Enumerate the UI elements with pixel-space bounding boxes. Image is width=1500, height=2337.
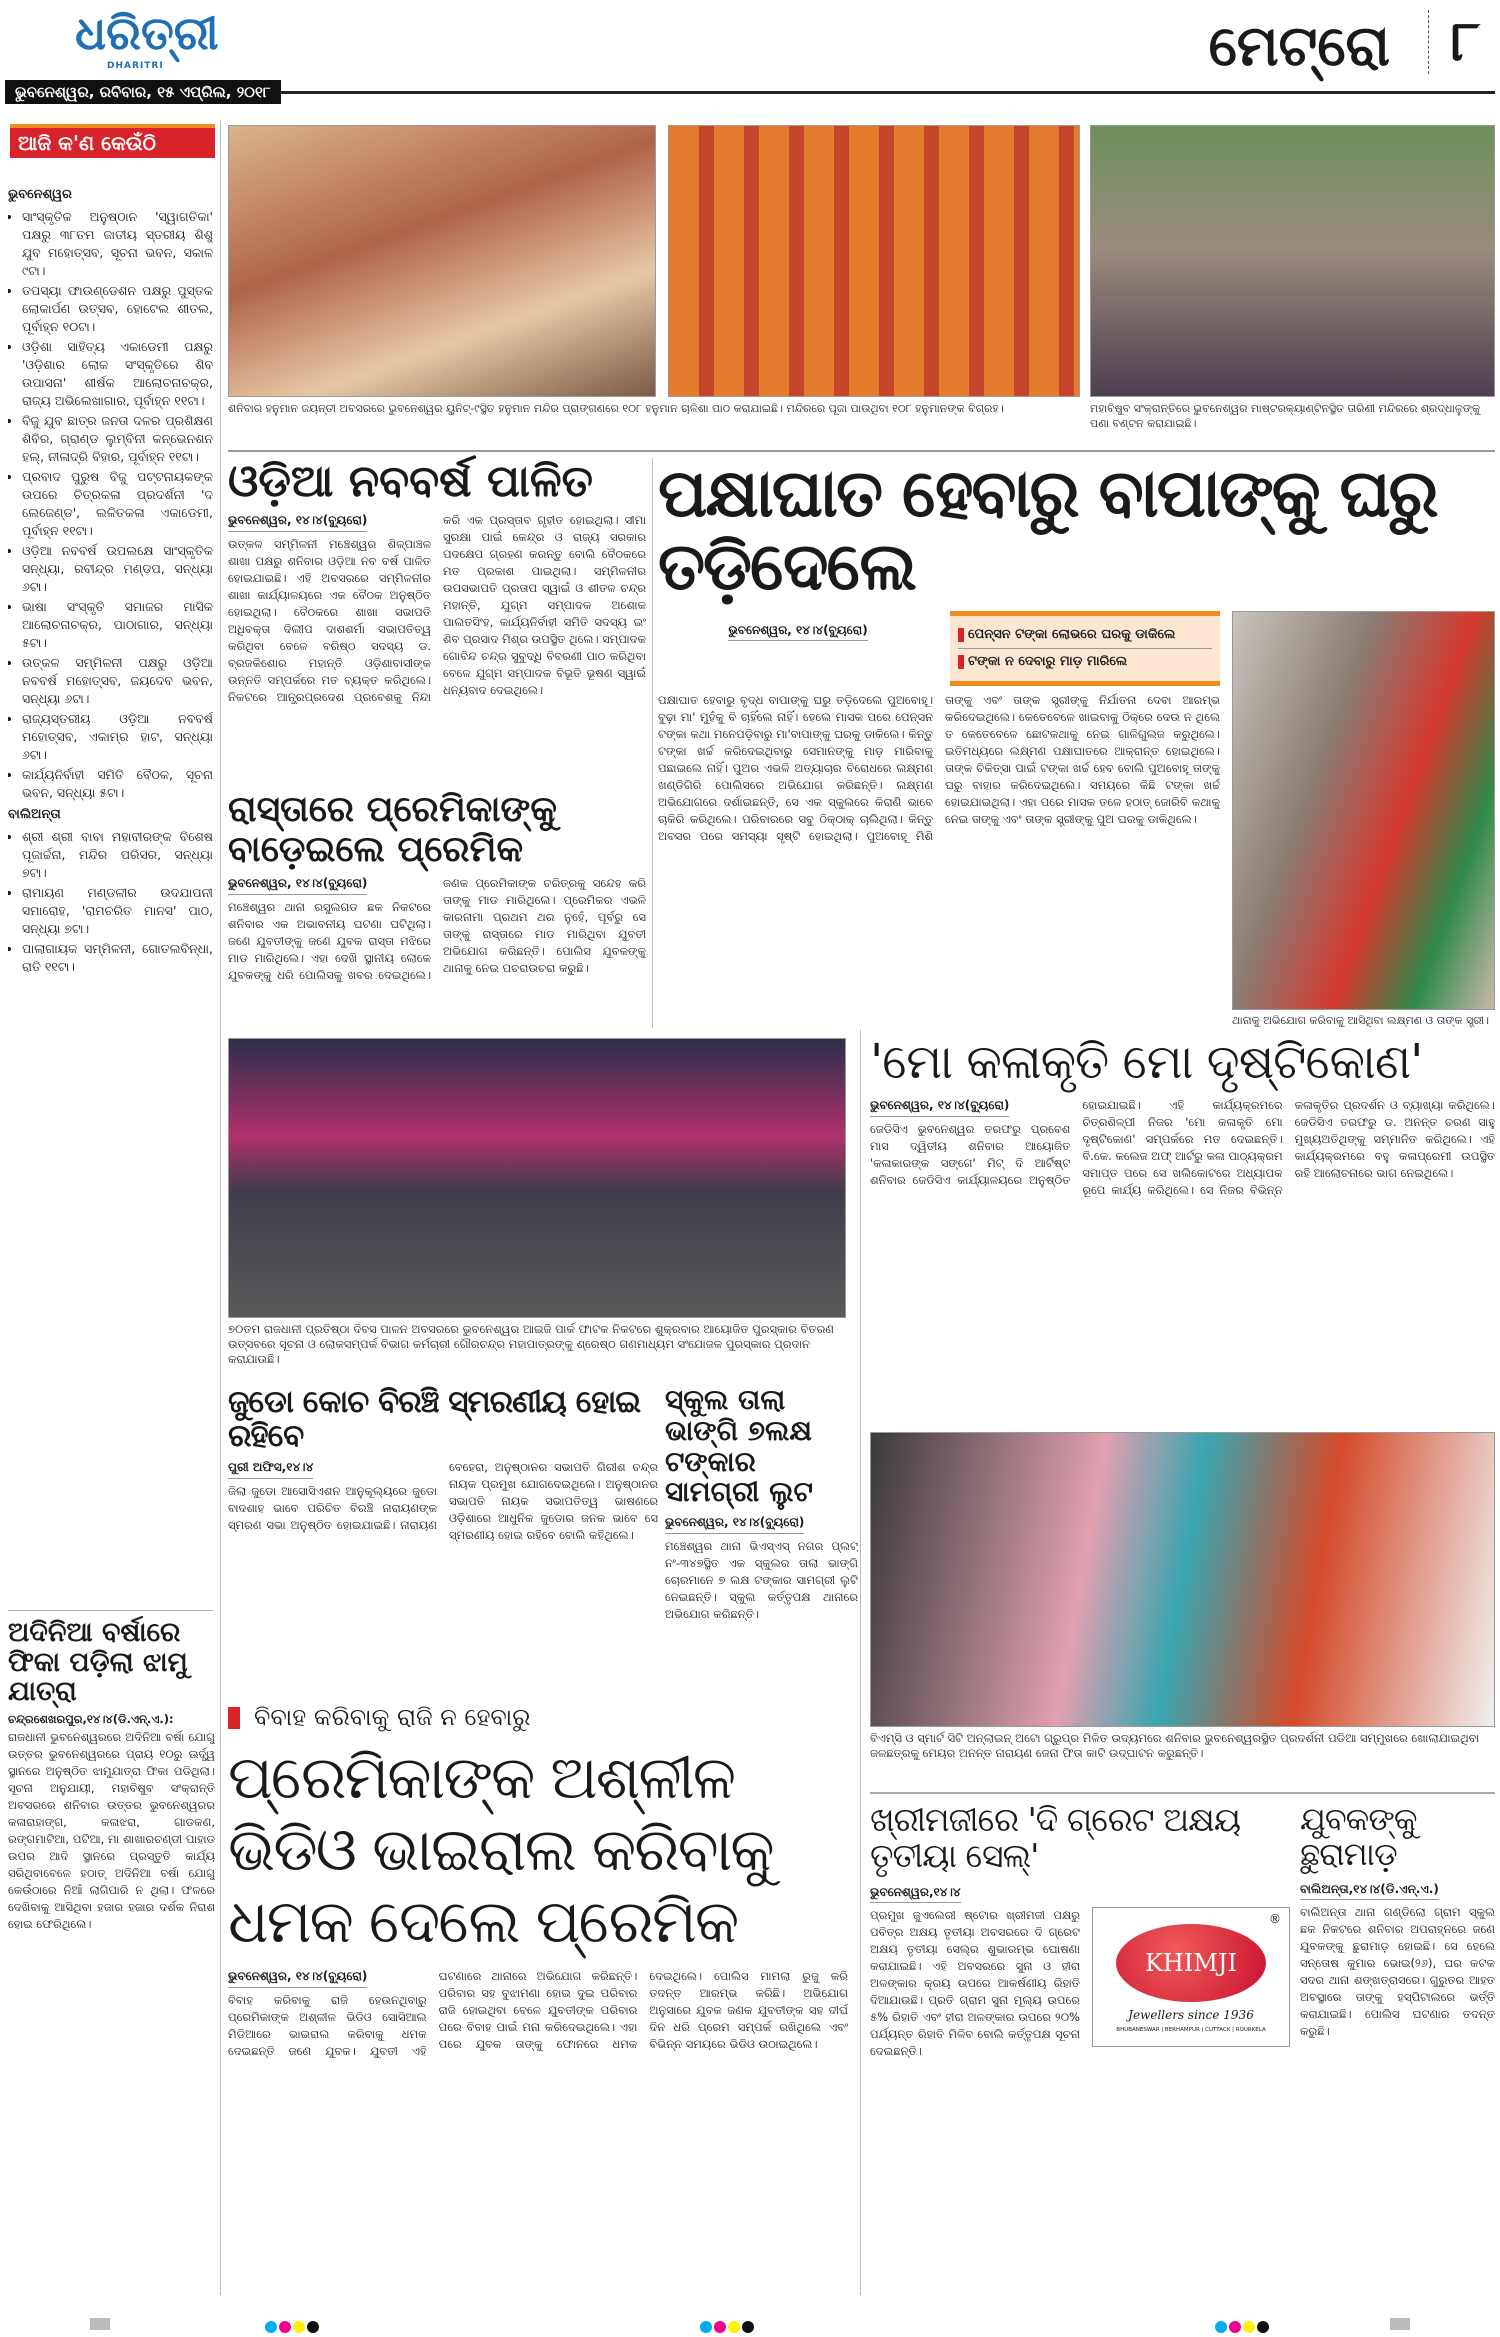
body-khimji: ପ୍ରମୁଖ ଜୁଏଲେରୀ ଷ୍ଟୋର ଖ୍ରୀମଜୀ ପକ୍ଷରୁ ପବିତ୍ର ଅକ୍ଷୟ ତୃତୀୟା ଅବସରରେ ଦି ଗ୍ରେଟ ଅକ୍ଷୟ ତୃତୀୟା ସେଲ୍‌ର ଶୁଭାରମ୍ଭ ଘୋଷଣା କରାଯାଇଛି। ଏହି ଅବସରରେ ସୁନା ଓ ହୀରା ଅଳଙ୍କାର କ୍ରୟ ଉପରେ ଆକର୍ଷଣୀୟ ରିହାତି ଦିଆଯାଉଛି। ପ୍ରତି ଗ୍ରାମ ସୁନା ମୂଲ୍ୟ ଉପରେ ୫% ରିହାତି ଏବଂ ହୀରା ଅଳଙ୍କାର ଉପରେ ୨୦% ପର୍ଯ୍ୟନ୍ତ ରିହାତି ମିଳିବ ବୋଲି କର୍ତ୍ତୃପକ୍ଷ ସୂଚନା ଦେଇଛନ୍ତି। — [870, 1907, 1080, 2058]
registered-mark: ® — [1269, 1911, 1281, 1926]
whats-on-title: ଆଜି କ'ଣ କେଉଁଠି — [10, 124, 215, 158]
body-text: ଉତ୍କଳ ସମ୍ମିଳନୀ ମଞ୍ଚେଶ୍ୱର ଶିଳ୍ପାଞ୍ଚଳ ଶାଖା ପକ୍ଷରୁ ଶନିବାର ଓଡ଼ିଆ ନବ ବର୍ଷ ପାଳିତ ହୋଇଯାଇଛି। ଏହି ଅବସରରେ ସମ୍ମିଳନୀର ଶାଖା କାର୍ଯ୍ୟାଳୟରେ ଏକ ବୈଠକ ଅନୁଷ୍ଠିତ ହୋଇଥିଲା। ବୈଠକରେ ଶାଖା ସଭାପତି ଅଧିବକ୍ତା ଦିଲୀପ ଦାଶଶର୍ମା ସଭାପତିତ୍ୱ କରିଥିବା ବେଳେ ବରିଷ୍ଠ ସଦସ୍ୟ ଡ. ବ୍ରଜକିଶୋର ମହାନ୍ତି ଓଡ଼ିଶାବାସୀଙ୍କ ଉନ୍ନତି ସମ୍ପର୍କରେ ମତ ବ୍ୟକ୍ତ କରିଥିଲେ। ନିକଟରେ ଆନ୍ଧ୍ରପ୍ରଦେଶ ପ୍ରବେଶକୁ ନିନ୍ଦା କରି ଏକ ପ୍ରସ୍ତାବ ଗୃହୀତ ହୋଇଥିଲା। ସୀମା ସୁରକ୍ଷା ପାଇଁ କେନ୍ଦ୍ର ଓ ରାଜ୍ୟ ସରକାର ପଦକ୍ଷେପ ଗ୍ରହଣ କରନ୍ତୁ ବୋଲି ବୈଠକରେ ମତ ପ୍ରକାଶ ପାଇଥିଲା। ସମ୍ମିଳନୀର ଉପସଭାପତି ପ୍ରତାପ ସ୍ୱାଇଁ ଓ ଶୀତଳ ଚନ୍ଦ୍ର ମହାନ୍ତି, ଯୁଗ୍ମ ସମ୍ପାଦକ ଅଶୋକ ପାଲତସିଂହ, କାର୍ଯ୍ୟନିର୍ବାହୀ ସମିତି ସଦସ୍ୟ ଇଂ ଶିବ ପ୍ରସାଦ ମିଶ୍ର ଉପସ୍ଥିତ ଥିଲେ। ସମ୍ପାଦକ ଗୋବିନ୍ଦ ଚନ୍ଦ୍ର ସୁବୁଦ୍ଧି ବିବରଣୀ ପାଠ କରିଥିବା ବେଳେ ଯୁଗ୍ମ ସମ୍ପାଦକ ବିଭୂତି ଭୂଷଣ ସ୍ୱାଇଁ ଧନ୍ୟବାଦ ଦେଇଥିଲେ। — [228, 513, 646, 705]
body-judo: ପୁରୀ ଅଫିସ,୧୪।୪ ଜିଲା ଜୁଡୋ ଆସୋସିଏଶନ ଆନୁକୂଲ୍ୟରେ ଜୁଡୋ ବାଦଶାହ ଭାବେ ପରିଚିତ ବିରଞ୍ଚି ନାରାୟଣଙ୍କ ସ୍ମରଣ ସଭା ଅନୁଷ୍ଠିତ ହୋଇଯାଇଛି। ନାରାୟଣ ବେହେରା, ଅନୁଷ୍ଠାନର ସଭାପତି ଗିରୀଶ ଚନ୍ଦ୍ର ନାୟକ ପ୍ରମୁଖ ଯୋଗଦେଇଥିଲେ। ଅନୁଷ୍ଠାନର ସଭାପତି ନାୟକ ସଭାପତିତ୍ୱ ଭାଷଣରେ ଓଡ଼ିଶାରେ ଆଧୁନିକ ଜୁଡୋର ଜନକ ଭାବେ ସେ ସ୍ମରଣୀୟ ହୋଇ ରହିବେ ବୋଲି କହିଥିଲେ। — [228, 1460, 658, 1543]
page-number: ୮ — [1428, 10, 1480, 74]
event-item: • ବିଜୁ ଯୁବ ଛାତ୍ର ଜନତା ଦଳର ପ୍ରଶିକ୍ଷଣ ଶିବିର, ଗ୍ରାଣ୍ଡ ଲୁମ୍ବିନୀ କନ୍‌ଭେନଶନ ହଲ୍, ନୀଳାଦ୍ରି ବିହାର, ପୂର୍ବାହ୍ନ ୧୧ଟା। — [22, 412, 213, 466]
kicker-marker — [228, 1707, 240, 1729]
story-video — [228, 1702, 848, 2295]
photo-award-ceremony — [228, 1038, 846, 1318]
kicker-video: ବିବାହ କରିବାକୁ ରାଜି ନ ହେବାରୁ — [228, 1702, 848, 1732]
headline-art: 'ମୋ କଳାକୃତି ମୋ ଦୃଷ୍ଟିକୋଣ' — [870, 1034, 1423, 1090]
caption-award: ୭୦ତମ ରାଜଧାନୀ ପ୍ରତିଷ୍ଠା ଦିବସ ପାଳନ ଅବସରରେ ଭୁବନେଶ୍ୱର ଆଇଜି ପାର୍କ ଫାଟକ ନିକଟରେ ଶୁକ୍ରବାର ଆୟୋଜିତ ପୁରସ୍କାର ବିତରଣ ଉତ୍ସବରେ ସୂଚନା ଓ ଲୋକସମ୍ପର୍କ ବିଭାଗ କର୍ମଚାରୀ ଗୌରଚନ୍ଦ୍ର ମହାପାତ୍ରଙ୍କୁ ଶ୍ରେଷ୍ଠ ଗଣମାଧ୍ୟମ ସଂଯୋଜକ ପୁରସ୍କାର ପ୍ରଦାନ କରାଯାଉଛି। — [228, 1322, 834, 1366]
column-rule — [860, 1030, 861, 2295]
color-registration-marks — [1215, 2318, 1271, 2337]
column-rule — [652, 458, 653, 1028]
headline-beating: ରାସ୍ତାରେ ପ୍ରେମିକାଙ୍କୁ ବାଡ଼େଇଲେ ପ୍ରେମିକ — [228, 789, 557, 870]
photo-prayer-gathering — [228, 125, 656, 397]
body-art: ଭୁବନେଶ୍ୱର, ୧୪।୪(ବ୍ୟୁରୋ) ଜେଡିସିଏ ଭୁବନେଶ୍ୱର ତରଫରୁ ପ୍ରବେଶ ମାସ ଦ୍ୱିତୀୟ ଶନିବାର ଆୟୋଜିତ 'କଳାକାରଙ୍କ ସଙ୍ଗେ' ମିଟ୍ ଦି ଆର୍ଟିଷ୍ଟ ଶନିବାର ଜେଡିସିଏ କାର୍ଯ୍ୟାଳୟରେ ଅନୁଷ୍ଠିତ ହୋଇଯାଇଛି। ଏହି କାର୍ଯ୍ୟକ୍ରମରେ ଚିତ୍ରଶିଳ୍ପୀ ନିଜର 'ମୋ କଳାକୃତି ମୋ ଦୃଷ୍ଟିକୋଣ' ସମ୍ପର୍କରେ ମତ ଦେଇଛନ୍ତି। ବି.କେ. କଲେଜ ଅଫ୍ ଆର୍ଟରୁ କଳା ପାଠ୍ୟକ୍ରମ ସମାପ୍ତ ପରେ ସେ ଖଲିକୋଟରେ ଅଧ୍ୟାପକ ରୂପେ କାର୍ଯ୍ୟ କରିଥିଲେ। ସେ ନିଜର ବିଭିନ୍ନ କଳାକୃତିର ପ୍ରଦର୍ଶନ ଓ ବ୍ୟାଖ୍ୟା କରିଥିଲେ। ଜେଡିସିଏ ତରଫରୁ ଡ. ଅନନ୍ତ ଚରଣ ସାହୁ ମୁଖ୍ୟଅତିଥିଙ୍କୁ ସମ୍ମାନିତ କରିଥିଲେ। ଏହି କାର୍ଯ୍ୟକ୍ରମରେ ବହୁ କଳାପ୍ରେମୀ ଉପସ୍ଥିତ ରହି ଆଲୋଚନାରେ ଭାଗ ନେଇଥିଲେ। — [870, 1097, 1495, 1197]
caption-elderly-couple: ଥାନାକୁ ଅଭିଯୋଗ କରିବାକୁ ଆସିଥିବା ଲକ୍ଷ୍ମଣ ଓ ତାଙ୍କ ସ୍ତ୍ରୀ। — [1232, 1014, 1489, 1027]
body-theft: ଭୁବନେଶ୍ୱର, ୧୪।୪(ବ୍ୟୁରୋ) ମଞ୍ଚେଶ୍ୱର ଥାନା ଭିଏସ୍‌ଏସ୍ ନଗର ପ୍ଲଟ୍ ନଂ-୩୪୭ସ୍ଥିତ ଏକ ସ୍କୁଲର ତାଲା ଭାଙ୍ଗି ଚୋରମାନେ ୭ ଲକ୍ଷ ଟଙ୍କାର ସାମଗ୍ରୀ ଲୁଟି ନେଇଛନ୍ତି। ସ୍କୁଲ କର୍ତ୍ତୃପକ୍ଷ ଥାନାରେ ଅଭିଯୋଗ କରିଛନ୍ତି। — [665, 1515, 858, 1622]
city-label: ଭୁବନେଶ୍ୱର — [8, 187, 72, 202]
masthead-logo — [75, 6, 245, 78]
color-registration-marks — [265, 2318, 321, 2337]
section-title: ମେଟ୍ରୋ — [1208, 14, 1390, 79]
dateline-stab: ବାଲିଅନ୍ତା,୧୪।୪(ଡି.ଏନ୍.ଏ.) — [1300, 1882, 1439, 1900]
photo-elderly-couple — [1232, 611, 1495, 1010]
story-khimji — [870, 1802, 1290, 2295]
caption-top-left: ଶନିବାର ହନୁମାନ ଜୟନ୍ତୀ ଅବସରରେ ଭୁବନେଶ୍ୱର ୟୁନିଟ୍-୯ସ୍ଥିତ ହନୁମାନ ମନ୍ଦିର ପ୍ରାଙ୍ଗଣରେ ୧୦୮ ହନୁମାନ ଚାଳିଶା ପାଠ କରାଯାଇଛି। ମନ୍ଦିରରେ ପୂଜା ପାଉଥିବା ୧୦୮ ହନୁମାନଙ୍କ ବିଗ୍ରହ। — [228, 402, 1004, 415]
body-video: ଭୁବନେଶ୍ୱର, ୧୪।୪(ବ୍ୟୁରୋ) ବିବାହ କରିବାକୁ ରାଜି ହେଉନଥିବାରୁ ପ୍ରେମିକାଙ୍କ ଅଶ୍ଳୀଳ ଭିଡିଓ ସୋସିଆଲ ମିଡିଆରେ ଭାଇରାଲ କରିବାକୁ ଧମକ ଦେଇଛନ୍ତି ଜଣେ ଯୁବକ। ଯୁବତୀ ଏହି ଘଟଣାରେ ଥାନାରେ ଅଭିଯୋଗ କରିଛନ୍ତି। ପରିବାର ସହ ବୁଝାମଣା ହୋଇ ଦୁଇ ପରିବାର ରାଜି ହୋଇଥିବା ବେଳେ ଯୁବତୀଙ୍କ ପରିବାର ପରେ ବିବାହ ପାଇଁ ମନା କରିଦେଇଥିଲେ। ଏହା ପରେ ଯୁବକ ତାଙ୍କୁ ଫୋନରେ ଧମକ ଦେଇଥିଲେ। ପୋଲିସ ମାମଲା ରୁଜୁ କରି ତଦନ୍ତ ଆରମ୍ଭ କରିଛି। ଅଭିଯୋଗ ଅନୁସାରେ ଯୁବକ ଜଣକ ଯୁବତୀଙ୍କ ସହ ଦୀର୍ଘ ଦିନ ଧରି ପ୍ରେମ ସମ୍ପର୍କ ରଖିଥିଲେ ଏବଂ ବିଭିନ୍ନ ସମୟରେ ଭିଡିଓ ଉଠାଇଥିଲେ। — [228, 1969, 848, 2058]
event-item: • ଓଡ଼ିଶା ସାହିତ୍ୟ ଏକାଡେମୀ ପକ୍ଷରୁ 'ଓଡ଼ିଶାର ଲୋକ ସଂସ୍କୃତିରେ ଶିବ ଉପାସନା' ଶୀର୍ଷକ ଆଲୋଚନାଚକ୍ର, ରାଜ୍ୟ ଅଭିଲେଖାଗାର, ପୂର୍ବାହ୍ନ ୧୧ଟା। — [22, 338, 213, 410]
headline-khimji: ଖ୍ରୀମଜୀରେ 'ଦି ଗ୍ରେଟ ଅକ୍ଷୟ ତୃତୀୟା ସେଲ୍' — [870, 1800, 1241, 1876]
whats-on-list — [8, 182, 213, 1602]
event-item: • କାର୍ଯ୍ୟନିର୍ବାହୀ ସମିତି ବୈଠକ, ସୂଚନା ଭବନ, ସନ୍ଧ୍ୟା ୫ଟା। — [22, 766, 213, 802]
dateline-art: ଭୁବନେଶ୍ୱର, ୧୪।୪(ବ୍ୟୁରୋ) — [870, 1097, 1009, 1117]
body-new-year — [228, 512, 646, 783]
dateline-khimji: ଭୁବନେଶ୍ୱର,୧୪।୪ — [870, 1885, 961, 1903]
divider — [228, 450, 1495, 452]
body-rain: ରାଜଧାନୀ ଭୁବନେଶ୍ୱରରେ ଅଦିନିଆ ବର୍ଷା ଯୋଗୁ ଉତ୍ତର ଭୁବନେଶ୍ୱରରେ ପ୍ରାୟ ୧୦ରୁ ଊର୍ଦ୍ଧ୍ୱ ସ୍ଥାନରେ ଅନୁଷ୍ଠିତ ଝାମୁଯାତ୍ରା ଫିକା ପଡିଥିଲା। ସୂଚନା ଅନୁଯାୟୀ, ମହାବିଷୁବ ସଂକ୍ରାନ୍ତି ଅବସରରେ ଶନିବାର ଉତ୍ତର ଭୁବନେଶ୍ୱରର କଳାରାହାଙ୍ଗ, କଳାଝରା, ଗାଡକଣ, ରଙ୍ଗମାଟିଆ, ପଟିଆ, ମା ଶାଖାରଚଣ୍ଡୀ ପାହାଡ ଉପର ଆଦି ସ୍ଥାନରେ ପ୍ରସ୍ତୁତି କାର୍ଯ୍ୟ ସରିଥିବାବେଳେ ହଠାତ୍ ଅଦିନିଆ ବର୍ଷା ଯୋଗୁ କେଉଁଠାରେ ନିଆଁ ଲାଗିପାରି ନ ଥିଲା। ଫଳରେ ଦେଖିବାକୁ ଆସିଥିବା ହଜାର ହଜାର ଦର୍ଶକ ନିରାଶ ହୋଇ ଫେରିଥିଲେ। — [8, 1730, 215, 1932]
dateline-beating: ଭୁବନେଶ୍ୱର, ୧୪।୪(ବ୍ୟୁରୋ) — [228, 875, 367, 895]
dateline-paralysis: ଭୁବନେଶ୍ୱର, ୧୪।୪(ବ୍ୟୁରୋ) — [728, 623, 867, 641]
logo-text: ଧରିତ୍ରୀ — [75, 6, 219, 60]
dateline-video: ଭୁବନେଶ୍ୱର, ୧୪।୪(ବ୍ୟୁରୋ) — [228, 1968, 367, 1988]
body-beating: ଭୁବନେଶ୍ୱର, ୧୪।୪(ବ୍ୟୁରୋ) ମଞ୍ଚେଶ୍ୱର ଥାନା ରସୁଲଗଡ ଛକ ନିକଟରେ ଶନିବାର ଏକ ଅଭାବନୀୟ ଘଟଣା ଘଟିଥିଲା। ଜଣେ ଯୁବତୀଙ୍କୁ ଜଣେ ଯୁବକ ରାସ୍ତା ମଝିରେ ମାଡ ମାରିଥିଲେ। ଏହା ଦେଖି ସ୍ଥାନୀୟ ଲୋକେ ଯୁବକଙ୍କୁ ଧରି ପୋଲିସକୁ ଖବର ଦେଇଥିଲେ। ଜଣକ ପ୍ରେମିକାଙ୍କ ଚରିତ୍ରକୁ ସନ୍ଦେହ କରି ତାଙ୍କୁ ମାଡ ମାରିଥିଲେ। ପ୍ରେମିକର ଏଭଳି କାରନାମା ପ୍ରଥମ ଥର ନୁହେଁ, ପୂର୍ବରୁ ସେ ତାଙ୍କୁ ରାସ୍ତାରେ ମାଡ ମାରିଥିବା ଯୁବତୀ ଅଭିଯୋଗ କରିଛନ୍ତି। ପୋଲିସ ଯୁବକଙ୍କୁ ଥାନାକୁ ନେଇ ପଚରାଉଚରା କରୁଛି। — [228, 876, 646, 983]
headline-video: ପ୍ରେମିକାଙ୍କ ଅଶ୍ଳୀଳ ଭିଡିଓ ଭାଇରାଲ କରିବାକୁ ଧମକ ଦେଲେ ପ୍ରେମିକ — [228, 1743, 773, 1957]
story-beating — [228, 790, 646, 1028]
story-theft — [665, 1385, 858, 1695]
highlight-item: ପେନ୍‌ସନ ଟଙ୍କା ଲୋଭରେ ଘରକୁ ଡାକିଲେ — [958, 626, 1212, 644]
event-item: • ଉତ୍କଳ ସମ୍ମିଳନୀ ପକ୍ଷରୁ ଓଡ଼ିଆ ନବବର୍ଷ ମହୋତ୍ସବ, ଜୟଦେବ ଭବନ, ସନ୍ଧ୍ୟା ୬ଟା। — [22, 654, 213, 708]
divider — [8, 1610, 213, 1611]
event-item: • ରାଜ୍ୟସ୍ତରୀୟ ଓଡ଼ିଆ ନବବର୍ଷ ମହୋତ୍ସବ, ଏକାମ୍ର ହାଟ, ସନ୍ଧ୍ୟା ୬ଟା। — [22, 710, 213, 764]
color-registration-marks — [700, 2318, 756, 2337]
headline-stab: ଯୁବକଙ୍କୁ ଛୁରାମାଡ଼ — [1300, 1800, 1417, 1874]
event-item: • ଭାଷା ସଂସ୍କୃତି ସମାଜର ମାସିକ ଆଲୋଚନାଚକ୍ର, ପାଠାଗାର, ସନ୍ଧ୍ୟା ୫ଟା। — [22, 598, 213, 652]
event-item: • ରାମାୟଣ ମଣ୍ଡଳୀର ଉଦଯାପନୀ ସମାରୋହ, 'ରାମଚରିତ ମାନସ' ପାଠ, ସନ୍ଧ୍ୟା ୭ଟା। — [22, 884, 213, 938]
story-art — [870, 1036, 1495, 1424]
dateline-judo: ପୁରୀ ଅଫିସ,୧୪।୪ — [228, 1459, 313, 1479]
story-judo — [228, 1385, 658, 1695]
event-item: • ପାଲାଗାୟକ ସମ୍ମିଳନୀ, ଗୋତଲବିନ୍ଧା, ରାତି ୧୧ଟା। — [22, 940, 213, 976]
event-item: • ପ୍ରବାଦ ପୁରୁଷ ବିଜୁ ପଟ୍ଟନାୟକଙ୍କ ଉପରେ ଚିତ୍ରକଳା ପ୍ରଦର୍ଶନୀ 'ଦ ଲେଜେଣ୍ଡ', ଲଳିତକଳା ଏକାଡେମୀ, ପୂର୍ବାହ୍ନ ୧୧ଟା। — [22, 468, 213, 540]
story-new-year — [228, 458, 646, 783]
caption-top-right: ମହାବିଷୁବ ସଂକ୍ରାନ୍ତିରେ ଭୁବନେଶ୍ୱର ମାଷ୍ଟରକ୍ୟାଣ୍ଟିନସ୍ଥିତ ତାରିଣୀ ମନ୍ଦିରରେ ଶ୍ରଦ୍ଧାଳୁଙ୍କୁ ପଣା ବଣ୍ଟନ କରାଯାଇଛି। — [1090, 402, 1481, 430]
dateline-new-year: ଭୁବନେଶ୍ୱର, ୧୪।୪(ବ୍ୟୁରୋ) — [228, 512, 367, 532]
khimji-ad — [1092, 1907, 1290, 2047]
event-item: • ତପସ୍ୟା ଫାଉଣ୍ଡେଶନ ପକ୍ଷରୁ ପୁସ୍ତକ ଲୋକାର୍ପଣ ଉତ୍ସବ, ହୋଟେଲ ଶୀତଲ, ପୂର୍ବାହ୍ନ ୧୦ଟା। — [22, 282, 213, 336]
story-highlights — [950, 611, 1220, 686]
event-item: • ଓଡ଼ିଆ ନବବର୍ଷ ଉପଲକ୍ଷେ ସାଂସ୍କୃତିକ ସନ୍ଧ୍ୟା, ରବୀନ୍ଦ୍ର ମଣ୍ଡପ, ସନ୍ଧ୍ୟା ୬ଟା। — [22, 542, 213, 596]
dateline-theft: ଭୁବନେଶ୍ୱର, ୧୪।୪(ବ୍ୟୁରୋ) — [665, 1514, 804, 1534]
dateline-rain: ଚନ୍ଦ୍ରଶେଖରପୁର,୧୪।୪(ଡି.ଏନ୍.ଏ.): — [8, 1712, 174, 1727]
photo-hanuman-idols — [668, 125, 1080, 397]
story-stab — [1300, 1802, 1495, 2295]
story-rain — [8, 1618, 215, 2293]
highlight-item: ଟଙ୍କା ନ ଦେବାରୁ ମାଡ଼ ମାରିଲେ — [958, 648, 1212, 671]
dateline: ଭୁବନେଶ୍ୱର, ରବିବାର, ୧୫ ଏପ୍ରିଲ, ୨୦୧୮ — [5, 80, 281, 104]
headline-rain: ଅଦିନିଆ ବର୍ଷାରେ ଫିକା ପଡ଼ିଲା ଝାମୁ ଯାତ୍ରା — [8, 1617, 188, 1708]
body-stab: ବାଲିଅନ୍ତା ଥାନା ଗଣ୍ଡିଲୋ ଗ୍ରାମ ସ୍କୁଲ ଛକ ନିକଟରେ ଶନିବାର ଅପରାହ୍ନରେ ଜଣେ ଯୁବକଙ୍କୁ ଛୁରାମାଡ଼ ହୋଇଛି। ସେ ହେଲେ ସନ୍ତୋଷ କୁମାର ଭୋଇ(୨୬), ଘର କଟକ ସଦର ଥାନା ଶଙ୍ଖତ୍ରାସରେ। ଗୁରୁତର ଆହତ ଅବସ୍ଥାରେ ତାଙ୍କୁ ହସ୍ପିଟାଲରେ ଭର୍ତ୍ତି କରାଯାଇଛି। ପୋଲିସ ଘଟଣାର ତଦନ୍ତ କରୁଛି। — [1300, 1905, 1495, 2039]
event-item: • ଶ୍ରୀ ଶ୍ରୀ ବାବା ମହାବୀରଙ୍କ ବିଶେଷ ପୂଜାର୍ଚ୍ଚନା, ମନ୍ଦିର ପରିସର, ସନ୍ଧ୍ୟା ୭ଟା। — [22, 828, 213, 882]
body-paralysis: ପକ୍ଷାଘାତ ହେବାରୁ ବୃଦ୍ଧ ବାପାଙ୍କୁ ଘରୁ ତଡ଼ିଦେଲେ ପୁଅବୋହୂ। ବୁଢ଼ା ମା' ମୁହଁକୁ ବି ଚାହିଁଲେ ନାହିଁ। ହେଲେ ମାସକ ପରେ ପେନ୍‌ସନ ଟଙ୍କା କଥା ମନେପଡ଼ିବାରୁ ମା'ବାପାଙ୍କୁ ଘରକୁ ଡାକିଲେ। କିନ୍ତୁ ଟଙ୍କା ଖର୍ଚ୍ଚ କରିଦେଇଥିବାରୁ ସେମାନଙ୍କୁ ମାଡ଼ ମାରିବାକୁ ପଛାଇଲେ ନାହିଁ। ପୁଅର ଏଭଳି ଅତ୍ୟାଚାର ବିରୋଧରେ ଲକ୍ଷ୍ମଣ ଖଣ୍ଡିଗିରି ପୋଲିସରେ ଅଭିଯୋଗ କରିଛନ୍ତି। ଲକ୍ଷ୍ମଣ ଅଭିଯୋଗରେ ଦର୍ଶାଇଛନ୍ତି, ସେ ଏକ ସ୍କୁଲରେ କିରାଣି ଭାବେ ଚାକିରି କରିଥିଲେ। ପରିବାରରେ ସବୁ ଠିକ୍‌ଠାକ୍ ଚାଲିଥିଲା। କିନ୍ତୁ ଅବସର ପରେ ସମସ୍ୟା ସୃଷ୍ଟି ହୋଇଥିଲା। ପୁଅବୋହୂ ମିଶି ତାଙ୍କୁ ଏବଂ ତାଙ୍କ ସ୍ତ୍ରୀଙ୍କୁ ନିର୍ଯାତନା ଦେବା ଆରମ୍ଭ କରିଦେଇଥିଲେ। କେତେବେଳେ ଖାଇବାକୁ ଠିକ୍‌ରେ ଦେଉ ନ ଥିଲେ ତ କେତେବେଳେ ଛୋଟକଥାକୁ ନେଇ ଗାଳିଗୁଲଜ କରୁଥିଲେ। ଇତିମଧ୍ୟରେ ଲକ୍ଷ୍ମଣ ପକ୍ଷାଘାତରେ ଆକ୍ରାନ୍ତ ହୋଇଥିଲେ। ତାଙ୍କ ଚିକିତ୍ସା ପାଇଁ ଟଙ୍କା ଖର୍ଚ୍ଚ ହେବ ବୋଲି ପୁଅବୋହୂ ତାଙ୍କୁ ଘରୁ ବାହାର କରିଦେଇଥିଲେ। ସମୟରେ କିଛି ଟଙ୍କା ଖର୍ଚ୍ଚ ହୋଇଯାଇଥିଲା। ଏହା ପରେ ମାସକ ତଳେ ହଠାତ୍ ଜୋରିବି କଥାକୁ ନେଇ ତାଙ୍କୁ ଏବଂ ତାଙ୍କ ସ୍ତ୍ରୀଙ୍କୁ ପୁଅ ଘରକୁ ଡାକିଥିଲେ। — [658, 693, 1220, 844]
event-item: • ସାଂସ୍କୃତିକ ଅନୁଷ୍ଠାନ 'ସ୍ୱାଗତିକା' ପକ୍ଷରୁ ୩୮ତମ ଜାତୀୟ ସ୍ତରୀୟ ଶିଶୁ ଯୁବ ମହୋତ୍ସବ, ସୂଚନା ଭବନ, ସକାଳ ୯ଟା। — [22, 208, 213, 280]
registration-mark — [90, 2318, 110, 2330]
body-khimji-cont — [1092, 2047, 1290, 2295]
ad-tagline: Jewellers since 1936 — [1128, 2007, 1254, 2022]
khimji-logo: KHIMJI — [1116, 1924, 1266, 2002]
story-paralysis — [658, 455, 1495, 1028]
registration-mark — [1390, 2318, 1410, 2330]
photo-water-kiosk-inauguration — [870, 1432, 1495, 1727]
ad-locations: BHUBANESWAR | BERHAMPUR | CUTTACK | ROURKELA — [1116, 2026, 1266, 2033]
city-label: ବାଲିଅନ୍ତା — [8, 807, 61, 822]
photo-pana-distribution — [1090, 125, 1495, 397]
headline-theft: ସ୍କୁଲ ତାଲା ଭାଙ୍ଗି ୭ଲକ୍ଷ ଟଙ୍କାର ସାମଗ୍ରୀ ଲୁଟ — [665, 1383, 813, 1509]
headline-judo: ଜୁଡୋ କୋଚ ବିରଞ୍ଚି ସ୍ମରଣୀୟ ହୋଇ ରହିବେ — [228, 1384, 641, 1455]
headline-new-year: ଓଡ଼ିଆ ନବବର୍ଷ ପାଳିତ — [228, 456, 594, 507]
divider — [870, 1792, 1495, 1794]
caption-water-kiosk: ବିଏମ୍‌ସି ଓ ସ୍ମାର୍ଟ ସିଟି ଅନ୍‌ଲାଇନ୍ ଅଟୋ ଗ୍ରୁପ୍‌ର ମିଳିତ ଉଦ୍ୟମରେ ଶନିବାର ଭୁବନେଶ୍ୱରସ୍ଥିତ ପ୍ରଦର୍ଶନୀ ପଡିଆ ସମ୍ମୁଖରେ ଖୋଲାଯାଇଥିବା ଜଳଛତ୍ରକୁ ମେୟର ଅନନ୍ତ ନାରାୟଣ ଜେନା ଫିତା କାଟି ଉଦ୍‌ଘାଟନ କରୁଛନ୍ତି। — [870, 1731, 1480, 1760]
headline-paralysis: ପକ୍ଷାଘାତ ହେବାରୁ ବାପାଙ୍କୁ ଘରୁ ତଡ଼ିଦେଲେ — [658, 455, 1437, 605]
logo-english: DHARITRI — [107, 61, 164, 71]
column-rule — [220, 120, 221, 2295]
